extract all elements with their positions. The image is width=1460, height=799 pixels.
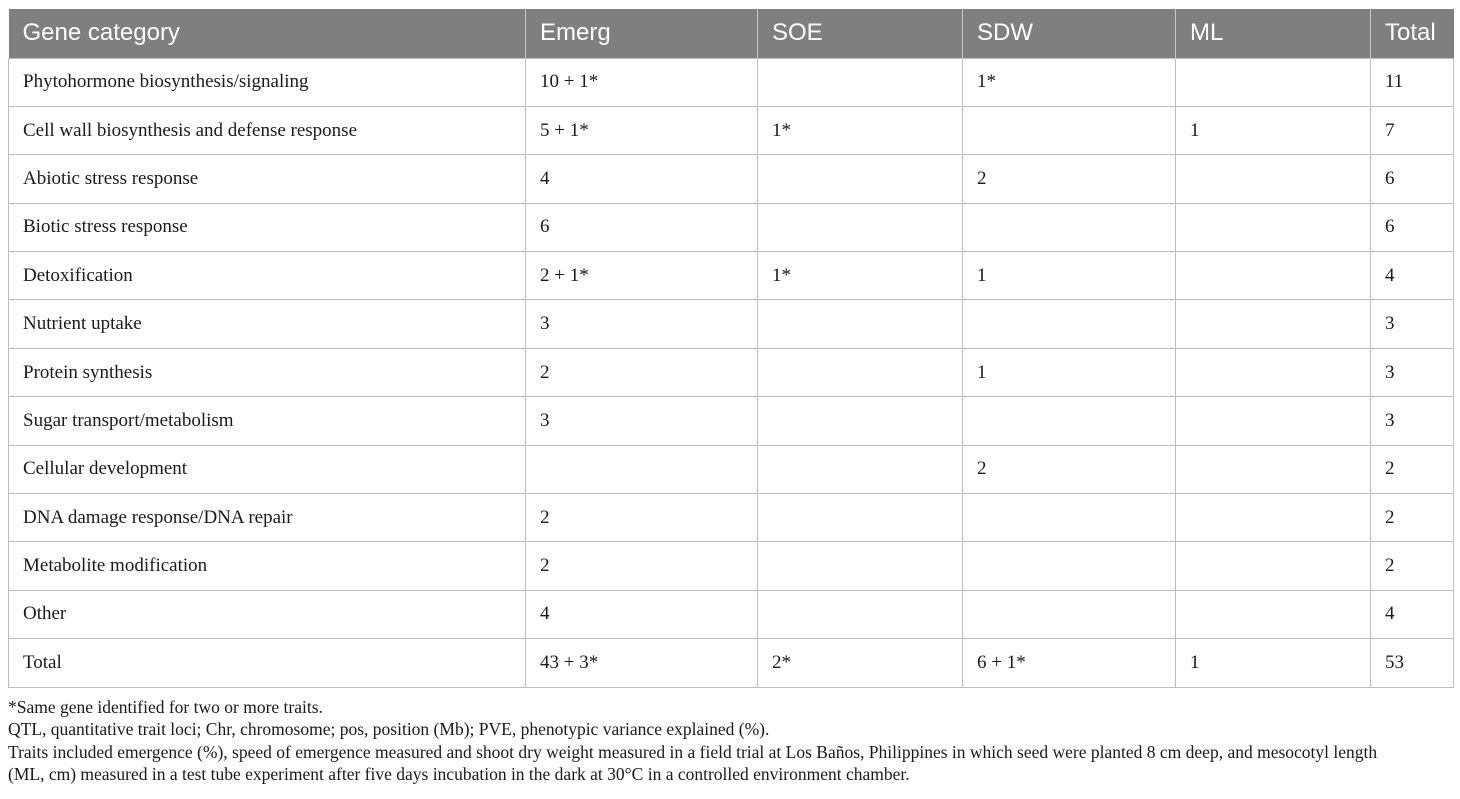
cell-sdw: 2 [963,445,1176,493]
table-row [9,542,1454,590]
cell-total: 3 [1371,348,1454,396]
cell-emerg: 3 [526,397,758,445]
cell-emerg [526,445,758,493]
cell-sdw: 2 [963,155,1176,203]
cell-ml [1176,155,1371,203]
cell-total: 4 [1371,252,1454,300]
cell-soe [758,155,963,203]
cell-soe [758,203,963,251]
footnote-asterisk: *Same gene identified for two or more traits. [8,696,323,717]
cell-gene-category: Abiotic stress response [9,155,526,203]
footnote-abbreviations: QTL, quantitative trait loci; Chr, chromosome; pos, position (Mb); PVE, phenotypic variance explained (%). [8,719,770,740]
cell-sdw [963,590,1176,638]
footnote-traits-line1: Traits included emergence (%), speed of emergence measured and shoot dry weight measured in a field trial at Los Baños, Philippines in which seed were planted 8 cm deep, and mesocotyl length [8,741,1378,762]
cell-ml: 1 [1176,639,1371,687]
table-row [9,155,1454,203]
header-gene-category: Gene category [9,9,526,58]
cell-soe: 2* [758,639,963,687]
table-container [8,9,1453,786]
cell-soe [758,348,963,396]
cell-ml [1176,445,1371,493]
footnote-traits-line2: (ML, cm) measured in a test tube experiment after five days incubation in the dark at 30°C in a controlled environment chamber. [8,764,910,785]
cell-gene-category: Biotic stress response [9,203,526,251]
cell-sdw: 1 [963,252,1176,300]
cell-total: 6 [1371,203,1454,251]
table-row [9,58,1454,106]
cell-sdw [963,397,1176,445]
cell-total: 3 [1371,397,1454,445]
cell-sdw: 1 [963,348,1176,396]
table-row [9,445,1454,493]
table-row [9,106,1454,154]
cell-sdw [963,494,1176,542]
cell-total: 7 [1371,106,1454,154]
table-row [9,639,1454,687]
cell-emerg: 3 [526,300,758,348]
cell-ml [1176,348,1371,396]
header-sdw: SDW [963,9,1176,58]
table-row [9,494,1454,542]
cell-soe [758,494,963,542]
cell-gene-category: Protein synthesis [9,348,526,396]
cell-emerg: 5 + 1* [526,106,758,154]
cell-total: 3 [1371,300,1454,348]
cell-ml [1176,58,1371,106]
header-emerg: Emerg [526,9,758,58]
cell-gene-category: DNA damage response/DNA repair [9,494,526,542]
cell-soe [758,397,963,445]
cell-soe: 1* [758,106,963,154]
header-total: Total [1371,9,1454,58]
cell-soe: 1* [758,252,963,300]
table-row [9,590,1454,638]
cell-soe [758,542,963,590]
cell-gene-category: Metabolite modification [9,542,526,590]
table-row [9,300,1454,348]
cell-ml [1176,397,1371,445]
cell-ml [1176,590,1371,638]
cell-soe [758,590,963,638]
cell-sdw: 1* [963,58,1176,106]
cell-total: 11 [1371,58,1454,106]
cell-emerg: 4 [526,590,758,638]
cell-soe [758,58,963,106]
cell-gene-category: Nutrient uptake [9,300,526,348]
cell-emerg: 2 + 1* [526,252,758,300]
cell-emerg: 2 [526,542,758,590]
cell-gene-category: Sugar transport/metabolism [9,397,526,445]
cell-soe [758,300,963,348]
header-soe: SOE [758,9,963,58]
cell-total: 2 [1371,542,1454,590]
cell-total: 2 [1371,445,1454,493]
cell-total: 2 [1371,494,1454,542]
cell-emerg: 2 [526,494,758,542]
cell-sdw [963,106,1176,154]
cell-ml [1176,203,1371,251]
table-row [9,203,1454,251]
cell-emerg: 10 + 1* [526,58,758,106]
cell-total: 6 [1371,155,1454,203]
cell-sdw: 6 + 1* [963,639,1176,687]
cell-gene-category: Other [9,590,526,638]
table-row [9,252,1454,300]
cell-gene-category: Total [9,639,526,687]
cell-ml [1176,300,1371,348]
cell-soe [758,445,963,493]
footnotes [8,688,1453,786]
cell-emerg: 4 [526,155,758,203]
gene-category-table [8,9,1454,688]
cell-gene-category: Cellular development [9,445,526,493]
table-body [9,58,1454,687]
cell-emerg: 2 [526,348,758,396]
cell-gene-category: Cell wall biosynthesis and defense response [9,106,526,154]
cell-sdw [963,542,1176,590]
cell-gene-category: Detoxification [9,252,526,300]
cell-gene-category: Phytohormone biosynthesis/signaling [9,58,526,106]
table-row [9,348,1454,396]
header-row [9,9,1454,58]
cell-sdw [963,300,1176,348]
cell-total: 4 [1371,590,1454,638]
cell-emerg: 43 + 3* [526,639,758,687]
cell-total: 53 [1371,639,1454,687]
cell-ml: 1 [1176,106,1371,154]
cell-ml [1176,252,1371,300]
cell-ml [1176,542,1371,590]
cell-emerg: 6 [526,203,758,251]
cell-sdw [963,203,1176,251]
table-row [9,397,1454,445]
cell-ml [1176,494,1371,542]
header-ml: ML [1176,9,1371,58]
